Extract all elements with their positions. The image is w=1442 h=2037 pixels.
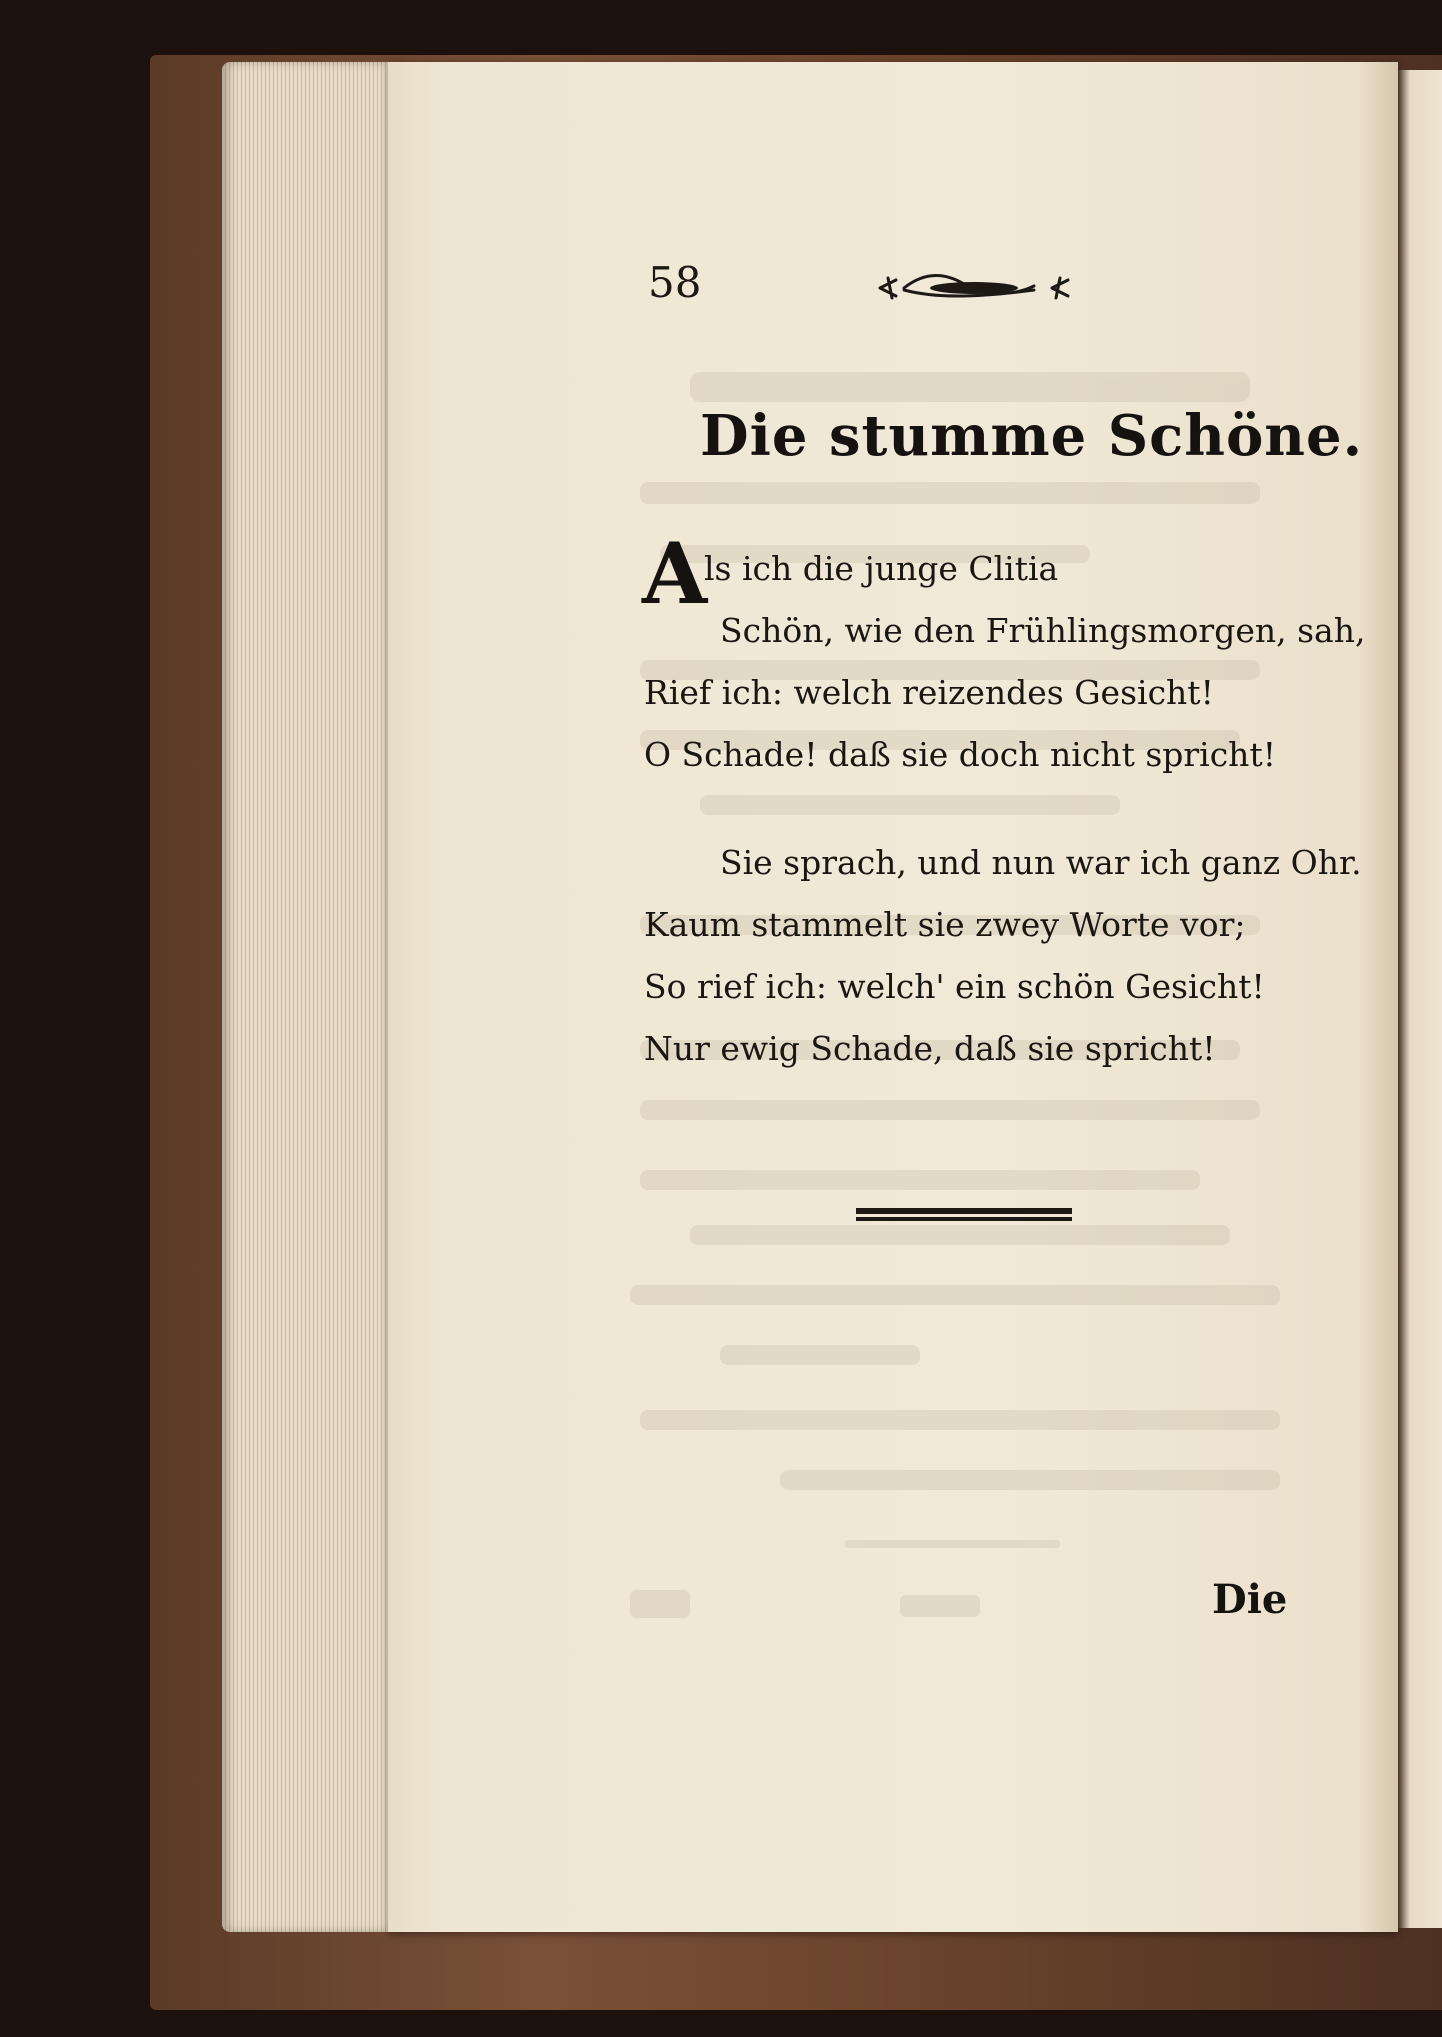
- next-page-edge: [1396, 70, 1442, 1928]
- catchword: Die: [1212, 1576, 1288, 1623]
- rule-bar-thin: [856, 1217, 1072, 1221]
- page-number: 58: [648, 258, 702, 307]
- stanza-1: [642, 524, 1366, 786]
- verse-line: O Schade! daß sie doch nicht spricht!: [644, 735, 1276, 774]
- stanza-2: [644, 832, 1362, 1080]
- verse-line: Sie sprach, und nun war ich ganz Ohr.: [720, 843, 1362, 882]
- poem-title: Die stumme Schöne.: [700, 403, 1364, 469]
- verse-line: Nur ewig Schade, daß sie spricht!: [644, 1029, 1216, 1068]
- verse-line: Rief ich: welch reizendes Gesicht!: [644, 673, 1214, 712]
- double-rule-icon: [856, 1208, 1072, 1222]
- page-edges: [222, 62, 392, 1932]
- verse-line: Schön, wie den Frühlingsmorgen, sah,: [720, 611, 1366, 650]
- page-header: [648, 258, 1098, 322]
- verse-line: [642, 524, 1304, 623]
- verse-line: So rief ich: welch' ein schön Gesicht!: [644, 967, 1265, 1006]
- rule-bar-thick: [856, 1208, 1072, 1214]
- ornament-icon: [874, 268, 1074, 308]
- verse-text: ls ich die junge Clitia: [704, 549, 1059, 588]
- verse-line: Kaum stammelt sie zwey Worte vor;: [644, 905, 1246, 944]
- drop-cap: A: [642, 524, 708, 623]
